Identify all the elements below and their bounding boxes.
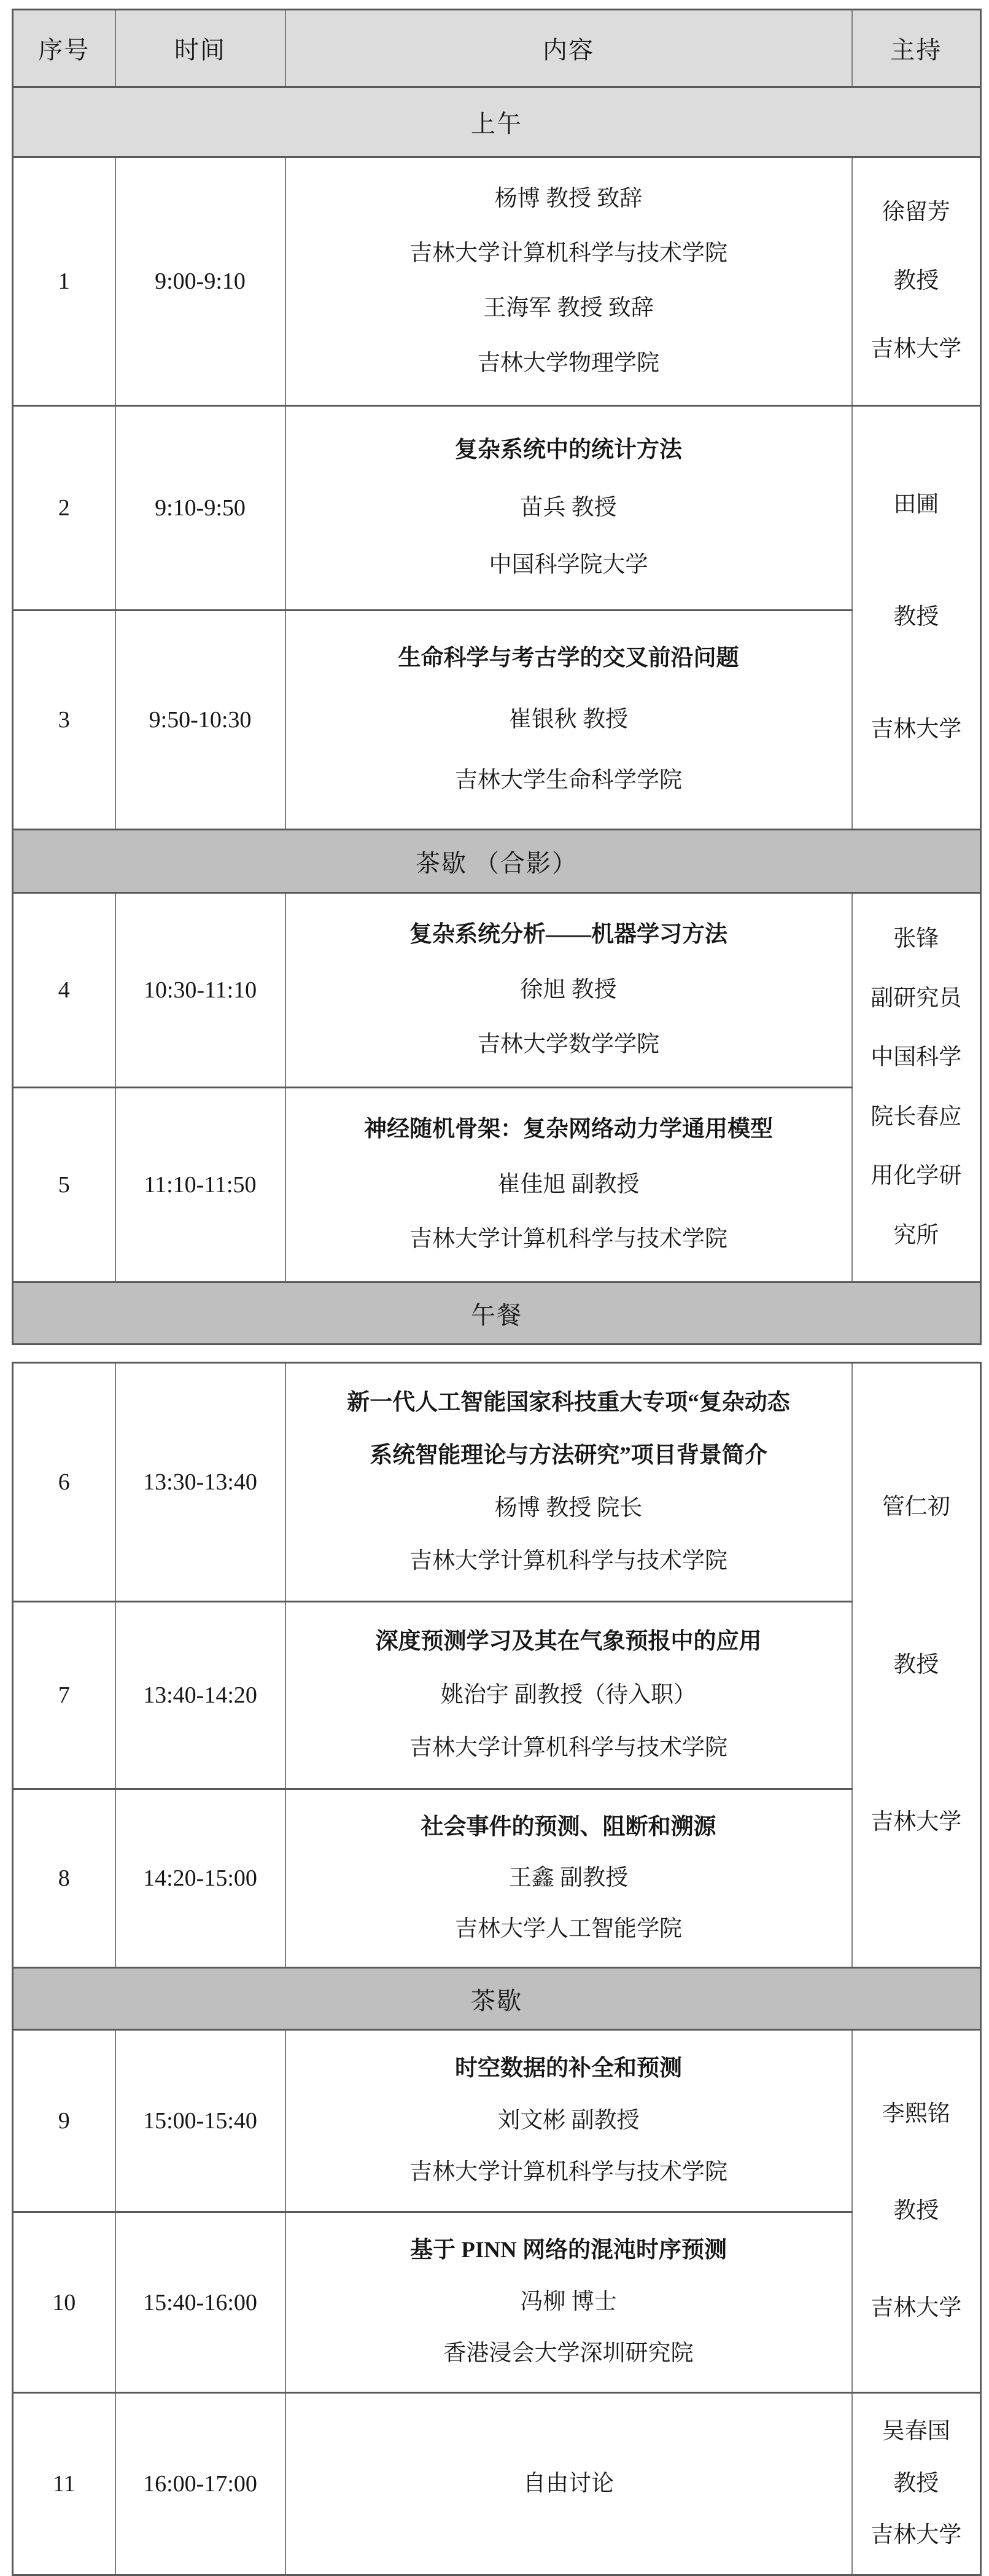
cell-no: 11 <box>13 2393 115 2575</box>
header-cell-content: 内容 <box>285 10 852 87</box>
header-cell-time: 时间 <box>115 10 285 87</box>
table-row <box>13 1363 981 1602</box>
cell-time: 9:10-9:50 <box>115 406 285 611</box>
content-line: 苗兵 教授 <box>520 494 617 520</box>
table-gap <box>12 1345 980 1362</box>
cell-time: 15:40-16:00 <box>115 2212 285 2393</box>
content-line: 杨博 教授 致辞 <box>494 185 643 211</box>
cell-no: 6 <box>13 1363 115 1602</box>
break-row-tea-photo <box>13 830 981 893</box>
cell-host <box>852 406 981 830</box>
table-row <box>13 2030 981 2212</box>
cell-content <box>285 611 852 830</box>
content-line: 吉林大学计算机科学与技术学院 <box>409 2160 727 2185</box>
cell-time: 9:00-9:10 <box>115 157 285 406</box>
cell-no: 7 <box>13 1602 115 1789</box>
content-line: 吉林大学计算机科学与技术学院 <box>409 1227 727 1252</box>
content-line: 崔佳旭 副教授 <box>497 1171 640 1197</box>
cell-host <box>852 2393 981 2575</box>
cell-no: 3 <box>13 611 115 830</box>
schedule-sheet <box>12 9 980 2576</box>
cell-content <box>285 1602 852 1789</box>
host-line: 管仁初 <box>882 1494 950 1520</box>
content-line: 吉林大学人工智能学院 <box>455 1916 682 1942</box>
break-row-lunch <box>13 1282 981 1345</box>
content-line: 吉林大学计算机科学与技术学院 <box>409 1735 727 1761</box>
content-line: 中国科学院大学 <box>489 552 648 578</box>
cell-time: 11:10-11:50 <box>115 1088 285 1282</box>
content-line: 深度预测学习及其在气象预报中的应用 <box>375 1629 762 1655</box>
content-line: 吉林大学生命科学学院 <box>455 768 682 794</box>
header-cell-no: 序号 <box>13 10 115 87</box>
host-line: 究所 <box>893 1222 939 1248</box>
cell-time: 13:40-14:20 <box>115 1602 285 1789</box>
host-line: 中国科学 <box>871 1045 962 1071</box>
cell-content <box>285 1363 852 1602</box>
cell-no: 2 <box>13 406 115 611</box>
host-line: 用化学研 <box>871 1163 962 1189</box>
content-line: 王海军 教授 致辞 <box>483 295 654 321</box>
host-line: 院长春应 <box>871 1104 962 1130</box>
host-line: 教授 <box>893 604 939 630</box>
table-row <box>13 2393 981 2575</box>
cell-content <box>285 2030 852 2212</box>
cell-no: 8 <box>13 1789 115 1968</box>
cell-no: 5 <box>13 1088 115 1282</box>
cell-time: 15:00-15:40 <box>115 2030 285 2212</box>
cell-time: 10:30-11:10 <box>115 893 285 1088</box>
content-line: 社会事件的预测、阻断和溯源 <box>421 1814 716 1840</box>
host-line: 教授 <box>893 268 939 294</box>
schedule-table-afternoon <box>12 1362 982 2576</box>
cell-host <box>852 157 981 406</box>
content-line: 吉林大学数学学院 <box>478 1032 659 1058</box>
cell-no: 1 <box>13 157 115 406</box>
content-line: 复杂系统分析——机器学习方法 <box>409 922 727 948</box>
content-line: 自由讨论 <box>523 2470 614 2496</box>
host-line: 李熙铭 <box>882 2101 950 2126</box>
cell-host <box>852 2030 981 2393</box>
content-line: 徐旭 教授 <box>520 977 617 1002</box>
cell-content <box>285 2393 852 2575</box>
cell-time: 13:30-13:40 <box>115 1363 285 1602</box>
host-line: 吉林大学 <box>871 337 962 362</box>
cell-content <box>285 1789 852 1968</box>
table-row <box>13 2212 981 2393</box>
content-line: 杨博 教授 院长 <box>494 1495 643 1521</box>
host-line: 吴春国 <box>882 2419 950 2445</box>
break-row-tea <box>13 1968 981 2030</box>
content-line: 王鑫 副教授 <box>508 1865 629 1891</box>
table-row <box>13 1789 981 1968</box>
cell-content <box>285 406 852 611</box>
content-line: 时空数据的补全和预测 <box>455 2056 682 2082</box>
section-label-morning: 上午 <box>13 87 981 157</box>
cell-content <box>285 2212 852 2393</box>
host-line: 副研究员 <box>871 985 962 1011</box>
header-cell-host: 主持 <box>852 10 981 87</box>
table-row <box>13 1602 981 1789</box>
host-line: 教授 <box>893 2470 939 2496</box>
content-line: 香港浸会大学深圳研究院 <box>443 2341 694 2367</box>
cell-host <box>852 893 981 1282</box>
table-row <box>13 893 981 1088</box>
host-line: 吉林大学 <box>871 2523 962 2548</box>
host-line: 张锋 <box>893 926 939 952</box>
table-row <box>13 157 981 406</box>
cell-content <box>285 1088 852 1282</box>
cell-no: 10 <box>13 2212 115 2393</box>
host-line: 徐留芳 <box>882 200 950 225</box>
cell-content <box>285 157 852 406</box>
content-line: 冯柳 博士 <box>520 2289 617 2315</box>
content-line: 系统智能理论与方法研究”项目背景简介 <box>370 1442 767 1468</box>
content-line: 吉林大学物理学院 <box>478 350 659 376</box>
content-line: 生命科学与考古学的交叉前沿问题 <box>398 646 739 671</box>
section-row-morning <box>13 87 981 157</box>
host-line: 吉林大学 <box>871 1809 962 1835</box>
content-line: 吉林大学计算机科学与技术学院 <box>409 241 727 267</box>
content-line: 吉林大学计算机科学与技术学院 <box>409 1548 727 1574</box>
content-line: 姚治宇 副教授（待入职） <box>440 1682 697 1708</box>
header-row <box>13 10 981 87</box>
table-row <box>13 1088 981 1282</box>
schedule-table-morning <box>12 9 982 1345</box>
cell-content <box>285 893 852 1088</box>
host-line: 田圃 <box>893 492 939 518</box>
content-line: 新一代人工智能国家科技重大专项“复杂动态 <box>347 1389 790 1415</box>
host-line: 教授 <box>893 1652 939 1677</box>
content-line: 刘文彬 副教授 <box>497 2107 640 2133</box>
host-line: 教授 <box>893 2198 939 2223</box>
content-line: 崔银秋 教授 <box>508 706 629 732</box>
content-line: 基于 PINN 网络的混沌时序预测 <box>410 2238 727 2263</box>
content-line: 神经随机骨架：复杂网络动力学通用模型 <box>364 1117 773 1142</box>
table-row <box>13 611 981 830</box>
cell-no: 4 <box>13 893 115 1088</box>
host-line: 吉林大学 <box>871 2295 962 2320</box>
break-label-tea: 茶歇 <box>13 1968 981 2030</box>
cell-time: 16:00-17:00 <box>115 2393 285 2575</box>
table-row <box>13 406 981 611</box>
break-label-lunch: 午餐 <box>13 1282 981 1345</box>
break-label-tea-photo: 茶歇 （合影） <box>13 830 981 893</box>
cell-time: 9:50-10:30 <box>115 611 285 830</box>
host-line: 吉林大学 <box>871 717 962 743</box>
cell-time: 14:20-15:00 <box>115 1789 285 1968</box>
content-line: 复杂系统中的统计方法 <box>455 437 682 463</box>
cell-host <box>852 1363 981 1968</box>
cell-no: 9 <box>13 2030 115 2212</box>
